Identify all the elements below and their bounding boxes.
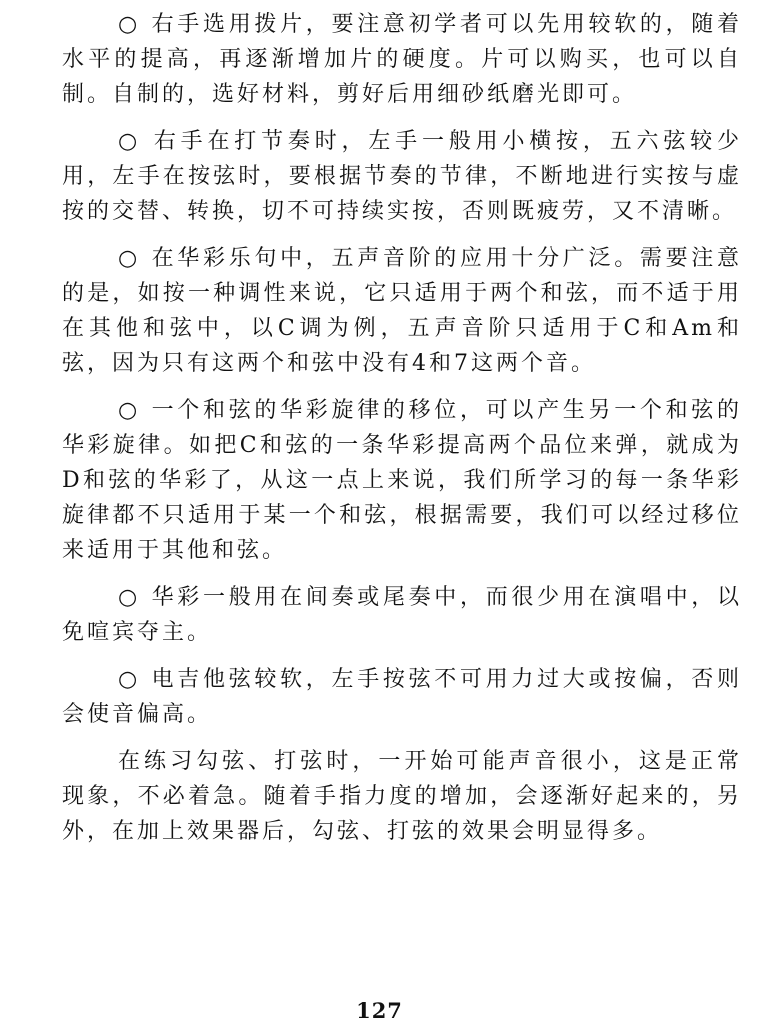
page-body xyxy=(62,0,742,849)
paragraph-lick-transposition: ○ 一个和弦的华彩旋律的移位，可以产生另一个和弦的华彩旋律。如把C和弦的一条华彩提高两个品位来弹，就成为D和弦的华彩了，从这一点上来说，我们所学习的每一条华彩旋律都不只适用于某一个和弦，根据需要，我们可以经过移位来适用于其他和弦。 xyxy=(62,398,742,563)
paragraph-rhythm-fretting: ○ 右手在打节奏时，左手一般用小横按，五六弦较少用，左手在按弦时，要根据节奏的节律，不断地进行实按与虚按的交替、转换，切不可持续实按，否则既疲劳，又不清晰。 xyxy=(62,129,742,224)
paragraph-electric-guitar-strings: ○ 电吉他弦较软，左手按弦不可用力过大或按偏，否则会使音偏高。 xyxy=(62,667,742,727)
paragraph-hammer-pull-practice: 在练习勾弦、打弦时，一开始可能声音很小，这是正常现象，不必着急。随着手指力度的增加，会逐渐好起来的，另外，在加上效果器后，勾弦、打弦的效果会明显得多。 xyxy=(62,749,742,844)
page-number: 127 xyxy=(356,998,403,1023)
paragraph-pick-selection: ○ 右手选用拨片，要注意初学者可以先用较软的，随着水平的提高，再逐渐增加片的硬度。片可以购买，也可以自制。自制的，选好材料，剪好后用细砂纸磨光即可。 xyxy=(62,12,742,107)
paragraph-pentatonic-scale: ○ 在华彩乐句中，五声音阶的应用十分广泛。需要注意的是，如按一种调性来说，它只适用于两个和弦，而不适于用在其他和弦中，以C调为例，五声音阶只适用于C和Am和弦，因为只有这两个和弦中没有4和7这两个音。 xyxy=(62,246,742,376)
paragraph-lick-usage: ○ 华彩一般用在间奏或尾奏中，而很少用在演唱中，以免喧宾夺主。 xyxy=(62,585,742,645)
